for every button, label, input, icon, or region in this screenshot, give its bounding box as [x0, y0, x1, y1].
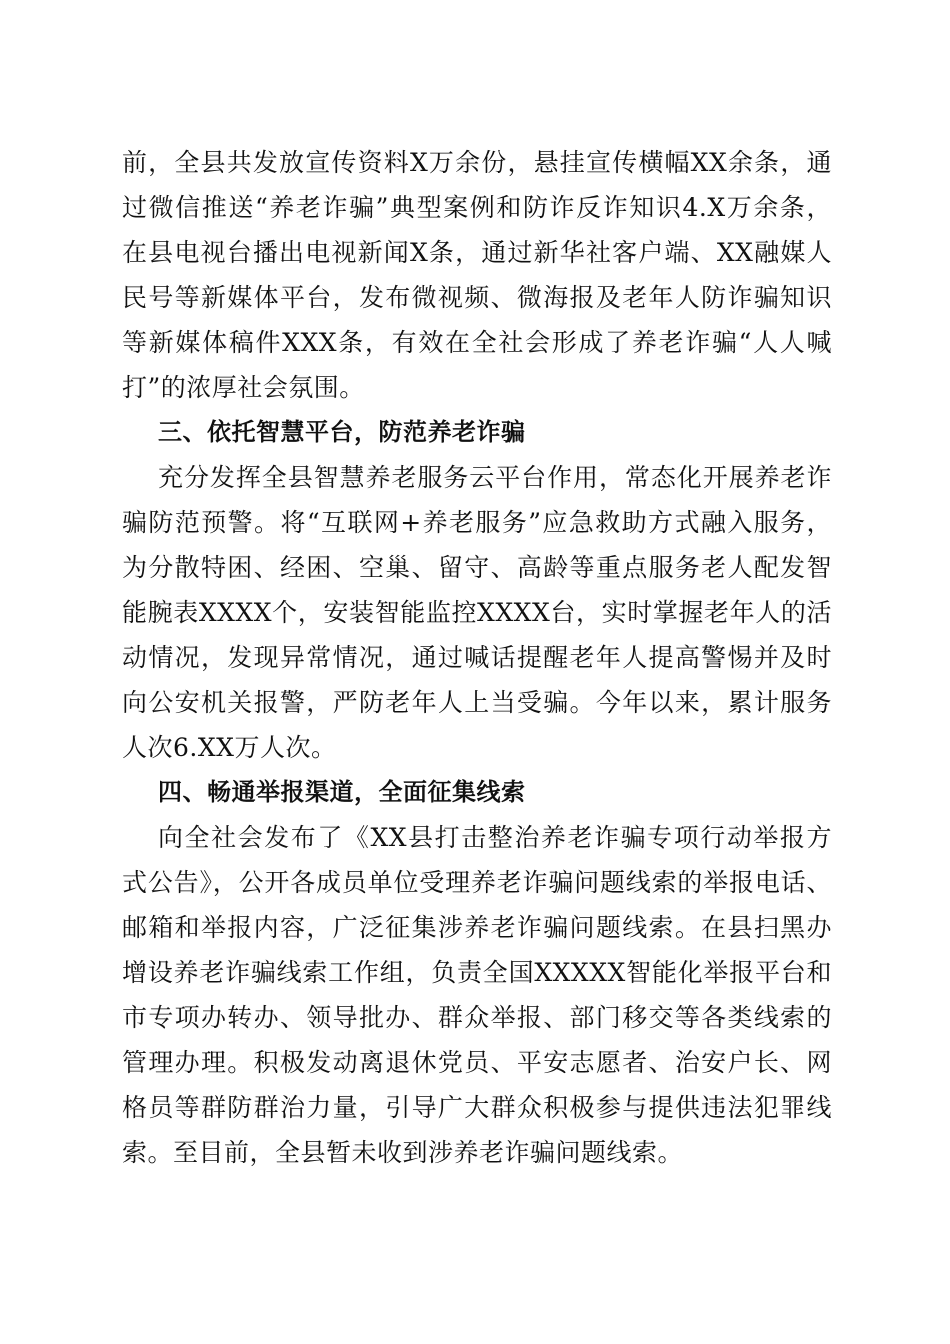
text-line: 管理办理。积极发动离退休党员、平安志愿者、治安户长、网 [122, 1048, 832, 1077]
text-line: 等新媒体稿件XXX条，有效在全社会形成了养老诈骗“人人喊 [122, 328, 832, 357]
text-line: 在县电视台播出电视新闻X条，通过新华社客户端、XX融媒人 [122, 238, 832, 267]
text-line: 邮箱和举报内容，广泛征集涉养老诈骗问题线索。在县扫黑办 [122, 913, 832, 942]
text-line: 民号等新媒体平台，发布微视频、微海报及老年人防诈骗知识 [122, 283, 832, 312]
paragraph-reporting-channels [122, 815, 832, 1175]
text-line: 增设养老诈骗线索工作组，负责全国XXXXX智能化举报平台和 [122, 958, 832, 987]
paragraph-smart-platform [122, 455, 832, 770]
text-line: 动情况，发现异常情况，通过喊话提醒老年人提高警惕并及时 [122, 643, 832, 672]
text-line: 充分发挥全县智慧养老服务云平台作用，常态化开展养老诈 [158, 463, 832, 492]
text-line: 市专项办转办、领导批办、群众举报、部门移交等各类线索的 [122, 1003, 832, 1032]
text-line: 过微信推送“养老诈骗”典型案例和防诈反诈知识4.X万余条， [122, 193, 832, 222]
text-line: 打”的浓厚社会氛围。 [122, 373, 365, 402]
text-line: 格员等群防群治力量，引导广大群众积极参与提供违法犯罪线 [122, 1093, 832, 1122]
text-line: 向公安机关报警，严防老年人上当受骗。今年以来，累计服务 [122, 688, 832, 717]
text-line: 能腕表XXXX个，安装智能监控XXXX台，实时掌握老年人的活 [122, 598, 832, 627]
text-line: 向全社会发布了《XX县打击整治养老诈骗专项行动举报方 [158, 823, 832, 852]
section-heading-smart-platform: 三、依托智慧平台，防范养老诈骗 [158, 418, 526, 446]
text-line: 人次6.XX万人次。 [122, 733, 337, 762]
text-line: 式公告》，公开各成员单位受理养老诈骗问题线索的举报电话、 [122, 868, 832, 897]
paragraph-publicity [122, 140, 832, 410]
document-body [122, 140, 832, 1175]
text-line: 前，全县共发放宣传资料X万余份，悬挂宣传横幅XX余条，通 [122, 148, 832, 177]
text-line: 索。至目前，全县暂未收到涉养老诈骗问题线索。 [122, 1138, 684, 1167]
text-line: 骗防范预警。将“互联网+养老服务”应急救助方式融入服务， [122, 508, 832, 537]
text-line: 为分散特困、经困、空巢、留守、高龄等重点服务老人配发智 [122, 553, 832, 582]
section-heading-reporting-channels: 四、畅通举报渠道，全面征集线索 [158, 778, 526, 806]
